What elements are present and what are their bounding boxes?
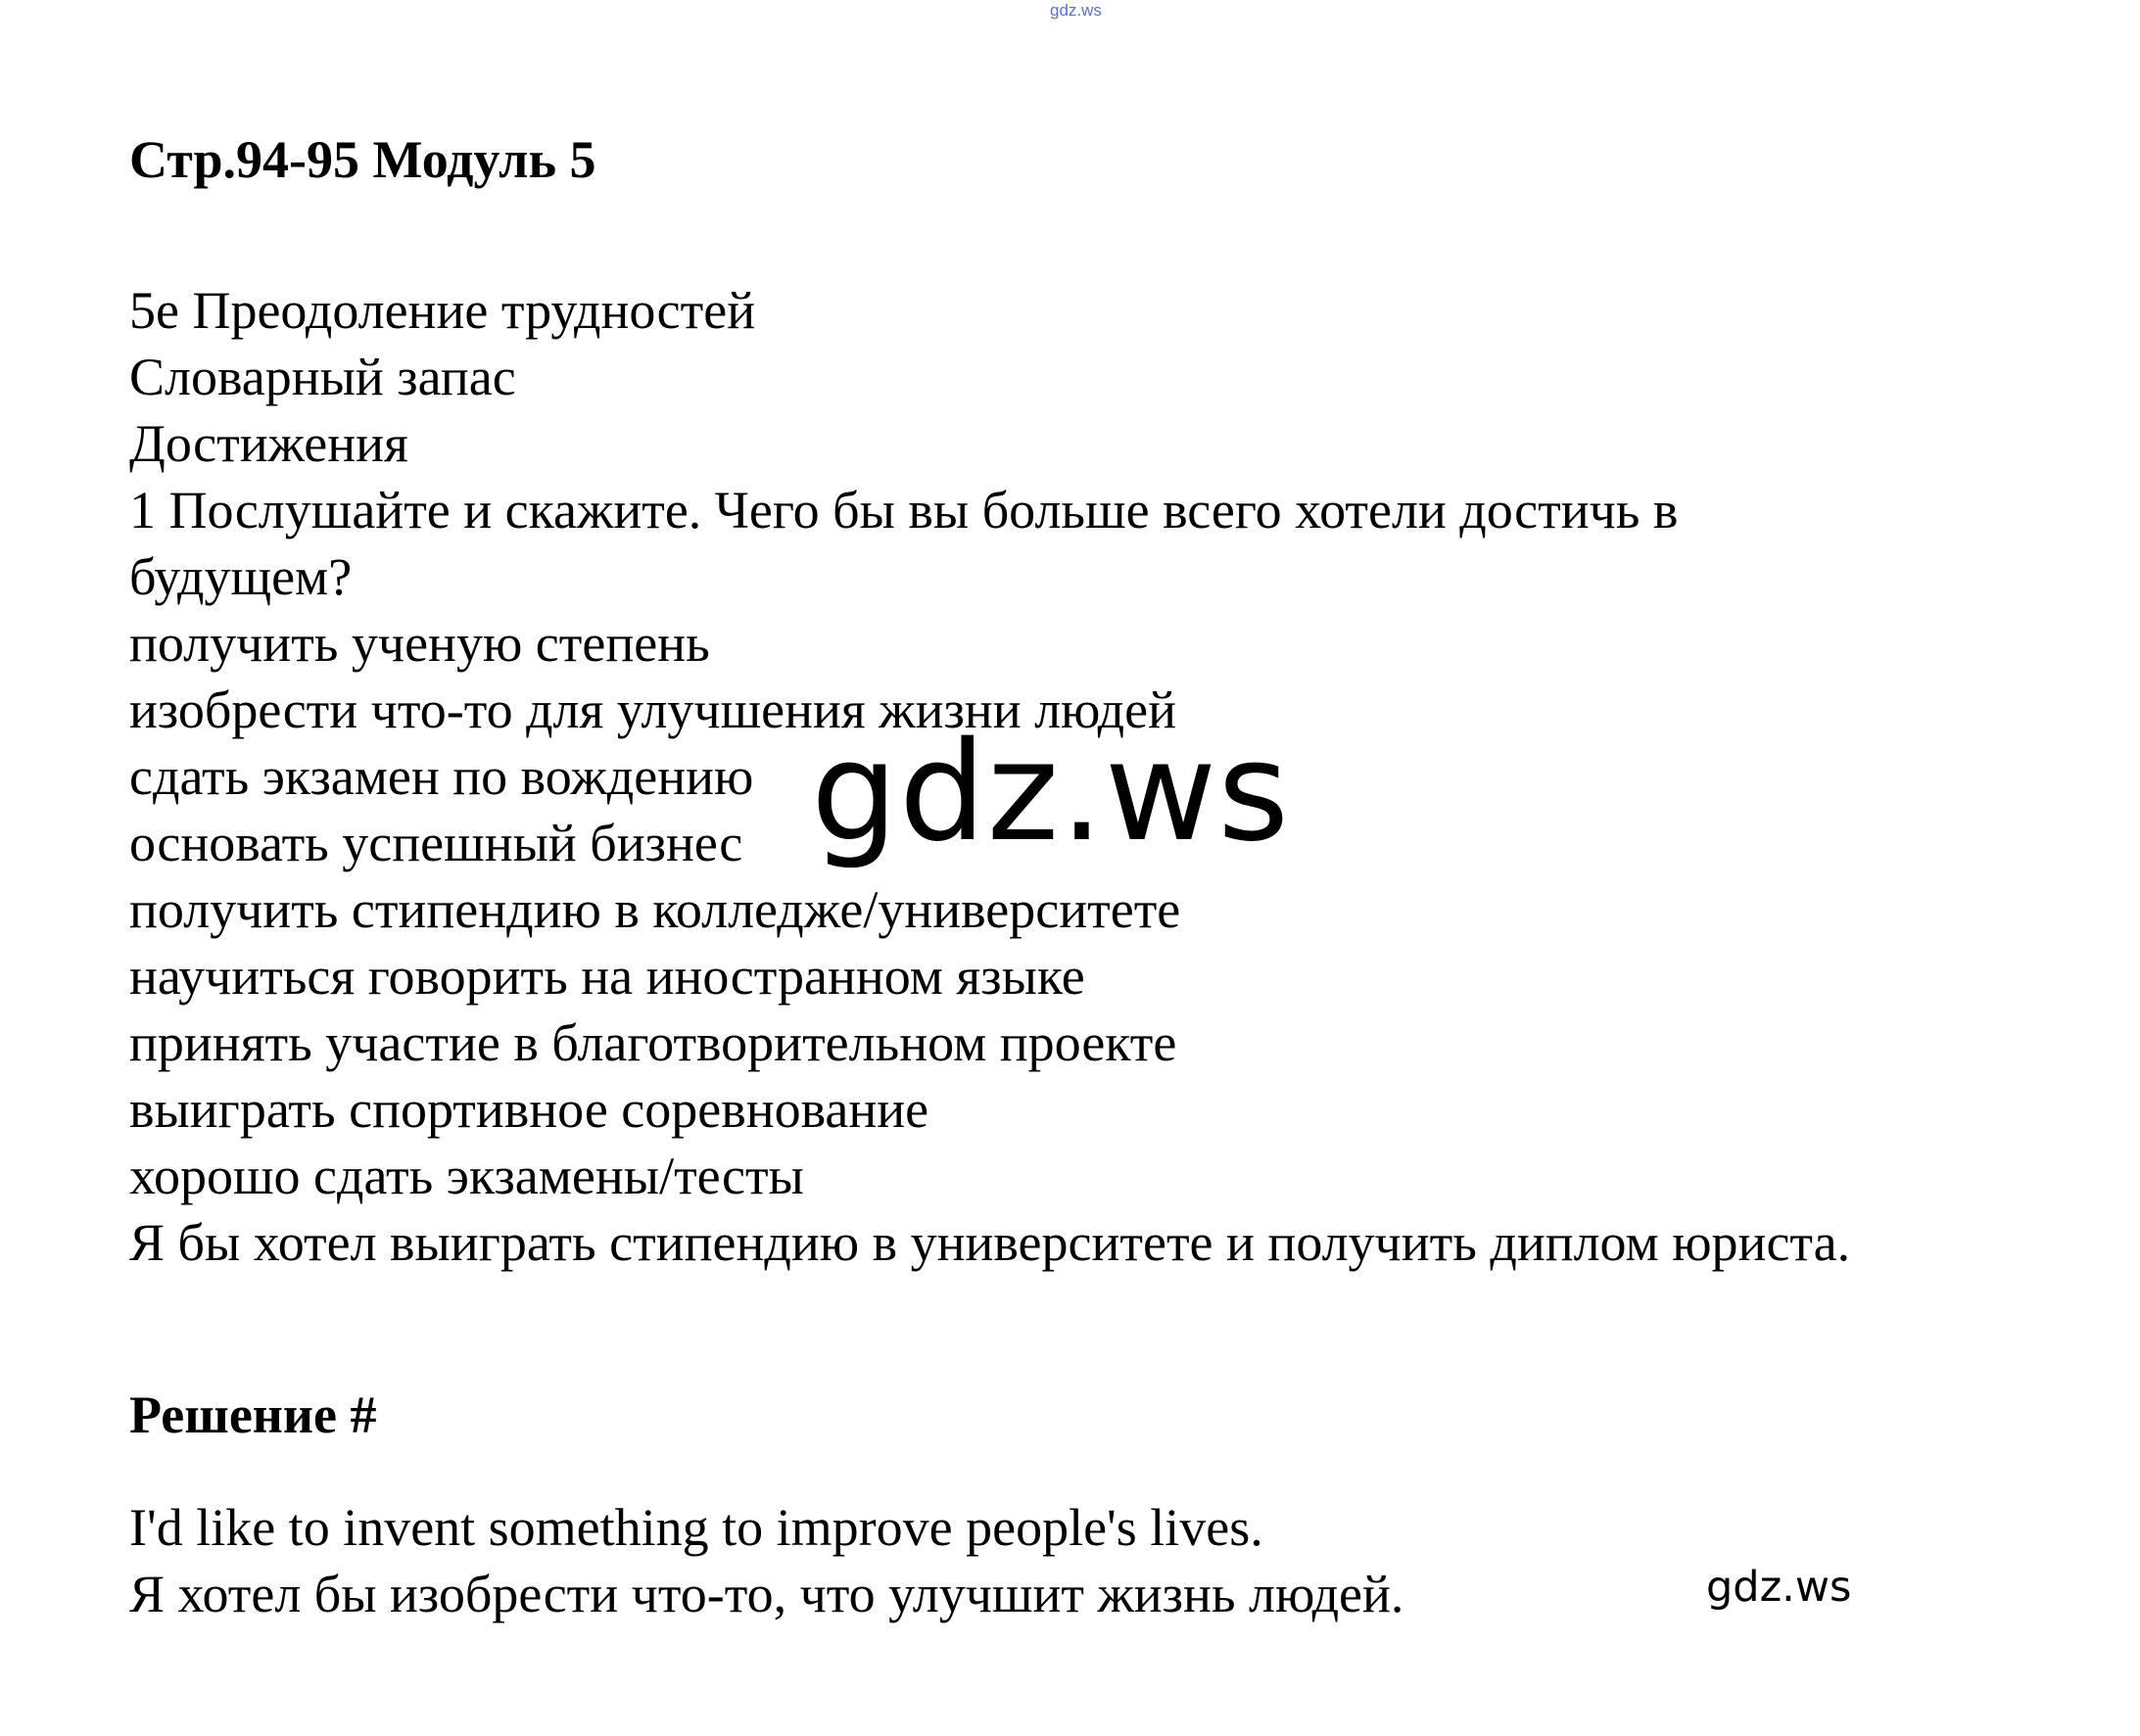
top-watermark: gdz.ws <box>1050 1 1102 20</box>
list-item: получить ученую степень <box>129 614 710 673</box>
center-watermark: gdz.ws <box>811 713 1291 872</box>
bottom-watermark: gdz.ws <box>1706 1563 1852 1612</box>
exercise-instruction: 1 Послушайте и скажите. Чего бы вы больше всего хотели достичь в <box>129 481 1679 540</box>
list-item: принять участие в благотворительном проекте <box>129 1013 1177 1072</box>
list-item: выиграть спортивное соревнование <box>129 1080 929 1139</box>
solution-english: I'd like to invent something to improve people's lives. <box>129 1498 1263 1557</box>
solution-text-block <box>129 1494 1403 1627</box>
list-item: изобрести что-то для улучшения жизни людей <box>129 680 1176 739</box>
list-item: получить стипендию в колледже/университете <box>129 880 1181 939</box>
solution-heading: Решение # <box>129 1385 377 1444</box>
section-heading: 5e Преодоление трудностей <box>129 281 756 340</box>
exercise-instruction-continued: будущем? <box>129 547 353 606</box>
list-item: основать успешный бизнес <box>129 814 743 872</box>
topic-heading: Достижения <box>129 414 408 473</box>
list-item: научиться говорить на иностранном языке <box>129 947 1085 1006</box>
solution-russian: Я хотел бы изобрести что-то, что улучшит жизнь людей. <box>129 1565 1404 1623</box>
subsection-heading: Словарный запас <box>129 348 516 406</box>
example-sentence: Я бы хотел выиграть стипендию в университете и получить диплом юриста. <box>129 1213 1851 1272</box>
page-title: Стр.94-95 Модуль 5 <box>129 130 596 189</box>
list-item: хорошо сдать экзамены/тесты <box>129 1147 804 1205</box>
list-item: сдать экзамен по вождению <box>129 747 754 806</box>
